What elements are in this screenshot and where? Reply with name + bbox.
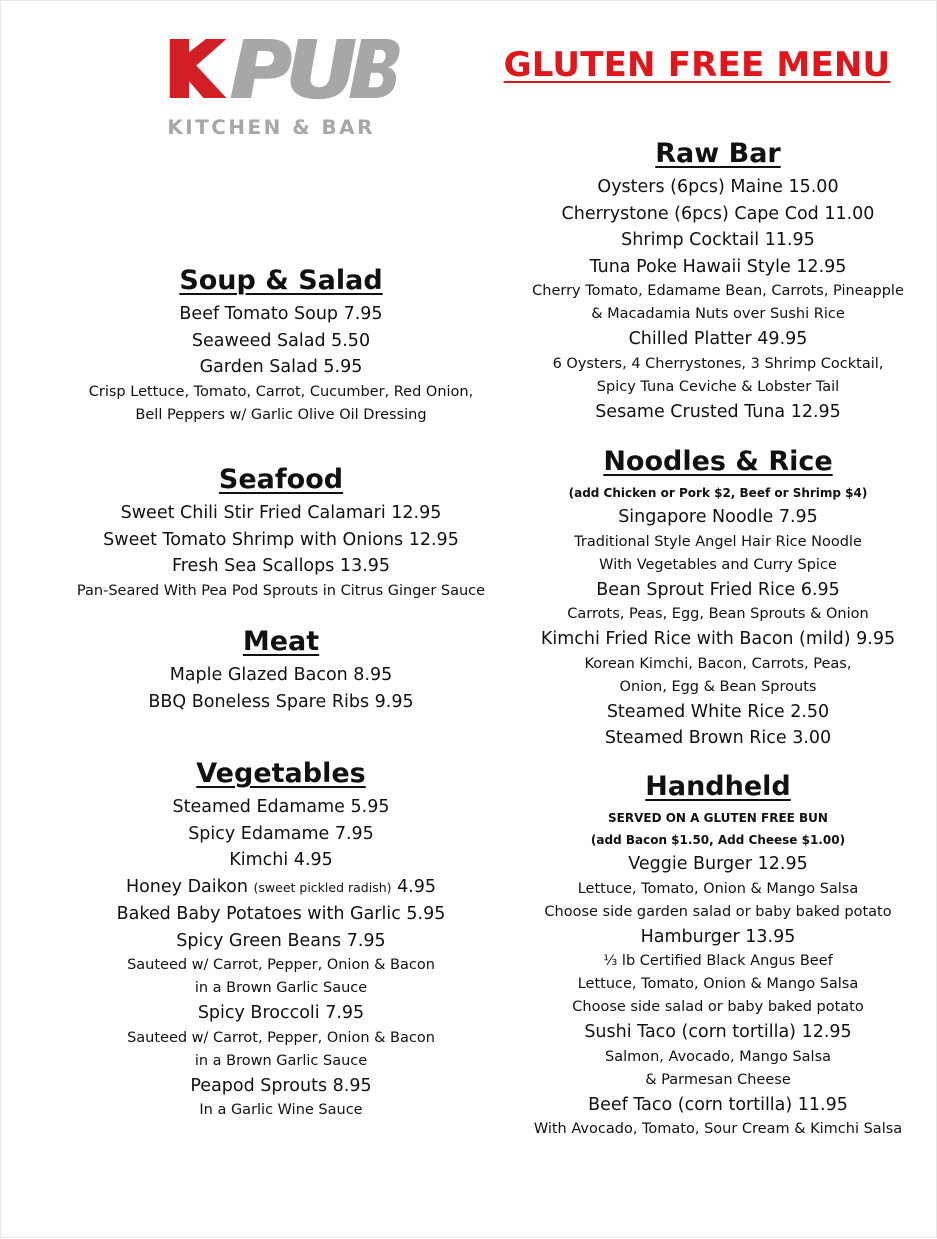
menu-item: Cherrystone (6pcs) Cape Cod 11.00 [561,203,875,224]
section-vegetables [61,758,501,1122]
item-description: With Avocado, Tomato, Sour Cream & Kimchi Salsa [533,1121,903,1137]
item-description: Choose side salad or baby baked potato [572,999,864,1015]
item-description: in a Brown Garlic Sauce [194,980,368,996]
section-seafood [61,464,501,603]
menu-item-note: (sweet pickled radish) [253,879,392,895]
item-description: Cherry Tomato, Edamame Bean, Carrots, Pineapple [532,283,904,299]
menu-item: Peapod Sprouts 8.95 [190,1075,372,1096]
item-description: With Vegetables and Curry Spice [599,556,837,573]
menu-item-name: Honey Daikon [125,876,248,897]
menu-item: Hamburger 13.95 [640,926,796,947]
item-description: Sauteed w/ Carrot, Pepper, Onion & Bacon [127,1029,435,1046]
menu-item: Kimchi 4.95 [229,850,333,870]
section-raw-bar [521,138,915,425]
section-soup-salad [61,265,501,427]
item-description: Bell Peppers w/ Garlic Olive Oil Dressing [135,406,427,423]
item-description: 6 Oysters, 4 Cherrystones, 3 Shrimp Cocktail, [552,355,884,372]
item-description: Sauteed w/ Carrot, Pepper, Onion & Bacon [127,957,435,973]
menu-item: Steamed Edamame 5.95 [172,797,390,817]
item-description: Lettuce, Tomato, Onion & Mango Salsa [577,880,859,897]
menu-item: Steamed Brown Rice 3.00 [604,728,832,748]
menu-item: Shrimp Cocktail 11.95 [621,230,815,250]
section-heading: Handheld [645,771,791,802]
menu-item: Veggie Burger 12.95 [628,854,808,874]
menu-item: Beef Tomato Soup 7.95 [179,304,383,324]
item-description: & Parmesan Cheese [645,1071,791,1088]
item-description: Korean Kimchi, Bacon, Carrots, Peas, [584,655,852,672]
section-handheld [521,771,915,1141]
menu-item: Singapore Noodle 7.95 [618,507,818,527]
item-description: in a Brown Garlic Sauce [194,1052,368,1069]
menu-item: Sesame Crusted Tuna 12.95 [595,401,841,422]
menu-item: Beef Taco (corn tortilla) 11.95 [588,1094,848,1115]
menu-item: Garden Salad 5.95 [199,357,363,377]
menu-item: Seaweed Salad 5.50 [191,330,371,351]
menu-item [61,874,501,902]
item-description: In a Garlic Wine Sauce [199,1102,363,1118]
item-description: Traditional Style Angel Hair Rice Noodle [574,533,862,550]
item-description: Lettuce, Tomato, Onion & Mango Salsa [577,976,859,992]
section-heading: Raw Bar [655,138,781,169]
item-description: Crisp Lettuce, Tomato, Carrot, Cucumber, Red Onion, [88,383,474,400]
section-note: (add Bacon $1.50, Add Cheese $1.00) [590,833,846,847]
menu-item: Fresh Sea Scallops 13.95 [171,556,391,576]
item-description: Salmon, Avocado, Mango Salsa [604,1048,832,1065]
item-description: Spicy Tuna Ceviche & Lobster Tail [596,378,840,395]
right-column [521,1,915,1239]
menu-item-price: 4.95 [397,876,437,897]
section-noodles-rice [521,446,915,752]
section-meat [61,626,501,715]
section-heading: Soup & Salad [179,265,383,296]
item-description: Choose side garden salad or baby baked potato [544,903,892,920]
menu-title: GLUTEN FREE MENU [503,45,891,85]
menu-item: Oysters (6pcs) Maine 15.00 [597,177,839,197]
menu-item: Spicy Green Beans 7.95 [176,930,386,951]
item-description: Onion, Egg & Bean Sprouts [619,678,817,695]
section-heading: Meat [242,626,320,657]
menu-item: Tuna Poke Hawaii Style 12.95 [589,256,847,277]
item-description: & Macadamia Nuts over Sushi Rice [591,306,845,322]
item-description: Carrots, Peas, Egg, Bean Sprouts & Onion [567,606,869,622]
menu-item: BBQ Boneless Spare Ribs 9.95 [148,691,414,712]
menu-item: Baked Baby Potatoes with Garlic 5.95 [116,904,446,924]
menu-item: Chilled Platter 49.95 [628,329,808,349]
section-heading: Noodles & Rice [603,446,833,477]
section-note: SERVED ON A GLUTEN FREE BUN [608,811,828,825]
menu-item: Bean Sprout Fried Rice 6.95 [596,579,840,600]
section-heading: Vegetables [196,758,366,789]
menu-item: Steamed White Rice 2.50 [606,701,830,722]
menu-item: Maple Glazed Bacon 8.95 [169,665,393,685]
menu-item: Spicy Edamame 7.95 [188,823,374,844]
logo-subtitle: KITCHEN & BAR [167,116,375,139]
section-note: (add Chicken or Pork $2, Beef or Shrimp $4) [568,486,868,500]
menu-item: Sushi Taco (corn tortilla) 12.95 [584,1022,852,1042]
menu-item: Sweet Chili Stir Fried Calamari 12.95 [120,503,442,523]
section-heading: Seafood [218,464,344,495]
menu-item: Spicy Broccoli 7.95 [197,1003,365,1023]
menu-item: Sweet Tomato Shrimp with Onions 12.95 [103,529,459,550]
item-description: Pan-Seared With Pea Pod Sprouts in Citrus Ginger Sauce [76,582,486,599]
item-description: ⅓ lb Certified Black Angus Beef [603,953,833,969]
left-column [61,1,501,1239]
menu-item: Kimchi Fried Rice with Bacon (mild) 9.95 [540,629,896,649]
